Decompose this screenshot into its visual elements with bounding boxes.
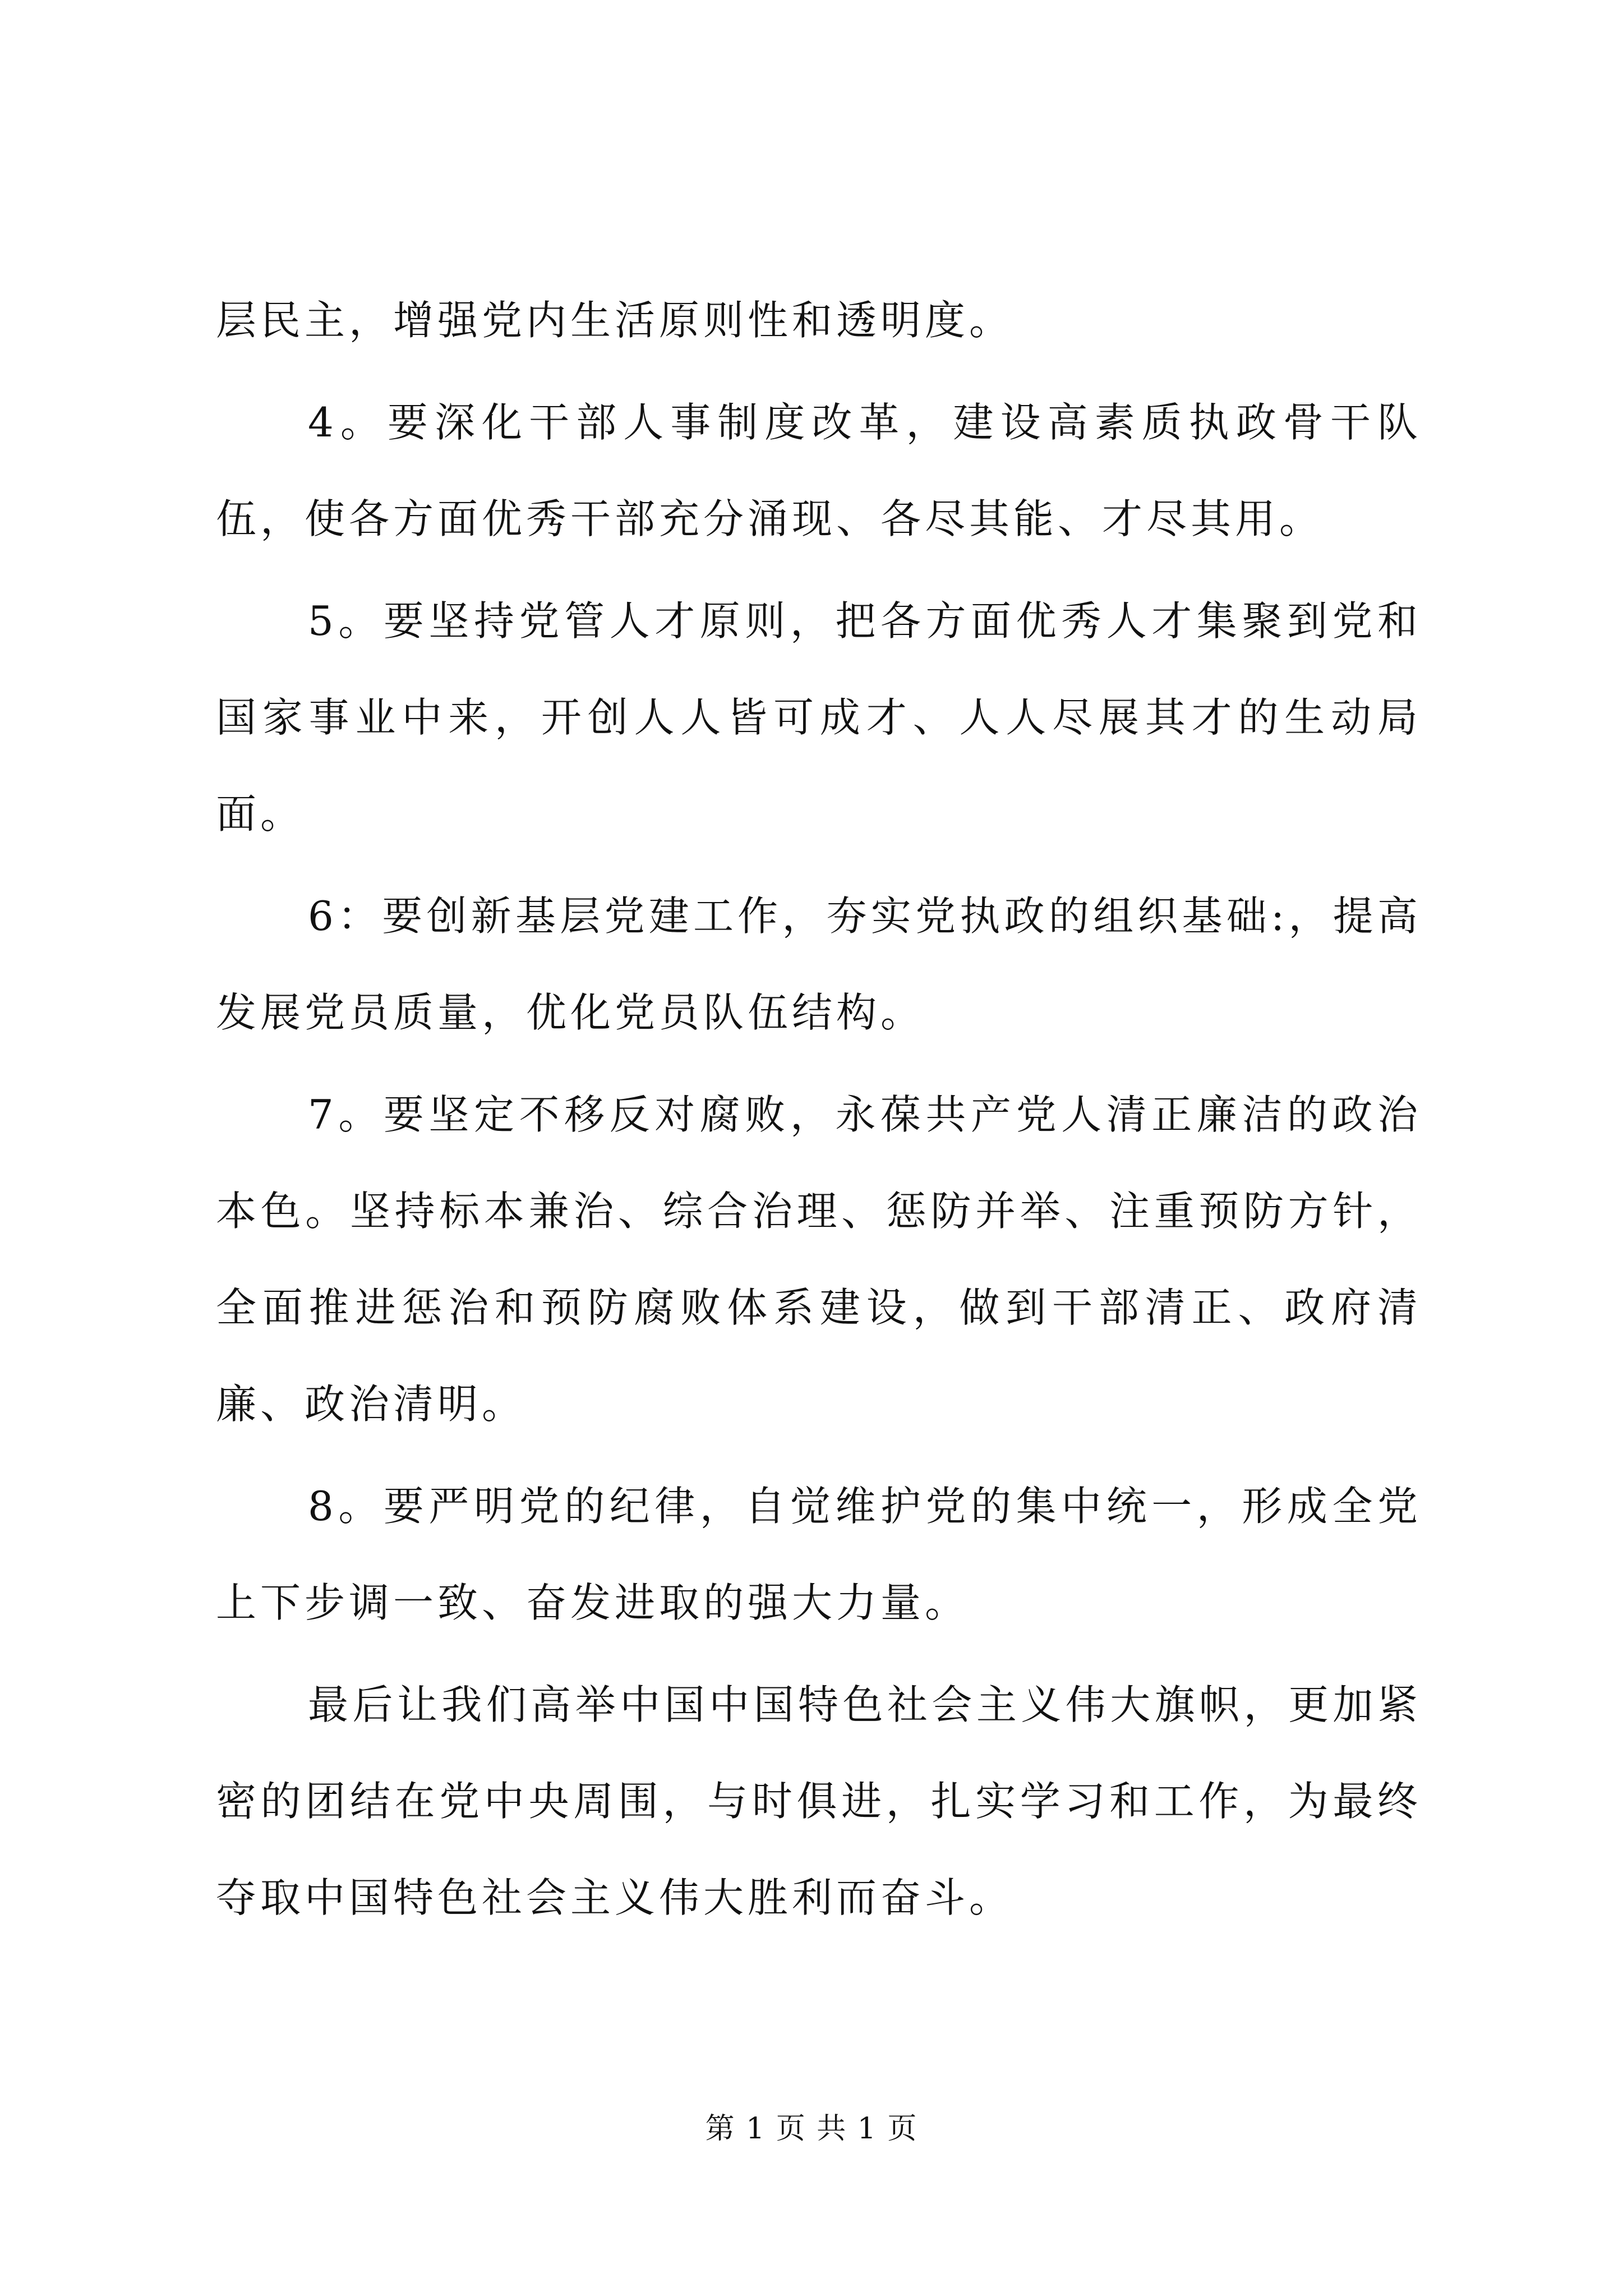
paragraph-item-7: 7。要坚定不移反对腐败，永葆共产党人清正廉洁的政治本色。坚持标本兼治、综合治理、惩防并举、注重预防方针，全面推进惩治和预防腐败体系建设，做到干部清正、政府清廉、政治清明。 <box>216 1091 1422 1428</box>
page-footer: 第 1 页 共 1 页 <box>705 2112 918 2146</box>
paragraph-conclusion: 最后让我们高举中国中国特色社会主义伟大旗帜，更加紧密的团结在党中央周围，与时俱进，扎实学习和工作，为最终夺取中国特色社会主义伟大胜利而奋斗。 <box>216 1681 1422 1921</box>
document-body <box>216 272 1422 1952</box>
paragraph-item-5: 5。要坚持党管人才原则，把各方面优秀人才集聚到党和国家事业中来，开创人人皆可成才、人人尽展其才的生动局面。 <box>216 597 1422 838</box>
paragraph-item-8: 8。要严明党的纪律，自觉维护党的集中统一，形成全党上下步调一致、奋发进取的强大力量。 <box>216 1483 1422 1626</box>
paragraph-item-4: 4。要深化干部人事制度改革，建设高素质执政骨干队伍，使各方面优秀干部充分涌现、各尽其能、才尽其用。 <box>216 399 1422 542</box>
paragraph-continuation: 层民主，增强党内生活原则性和透明度。 <box>216 297 1014 344</box>
paragraph-item-6: 6：要创新基层党建工作，夯实党执政的组织基础:，提高发展党员质量，优化党员队伍结构。 <box>216 892 1422 1036</box>
